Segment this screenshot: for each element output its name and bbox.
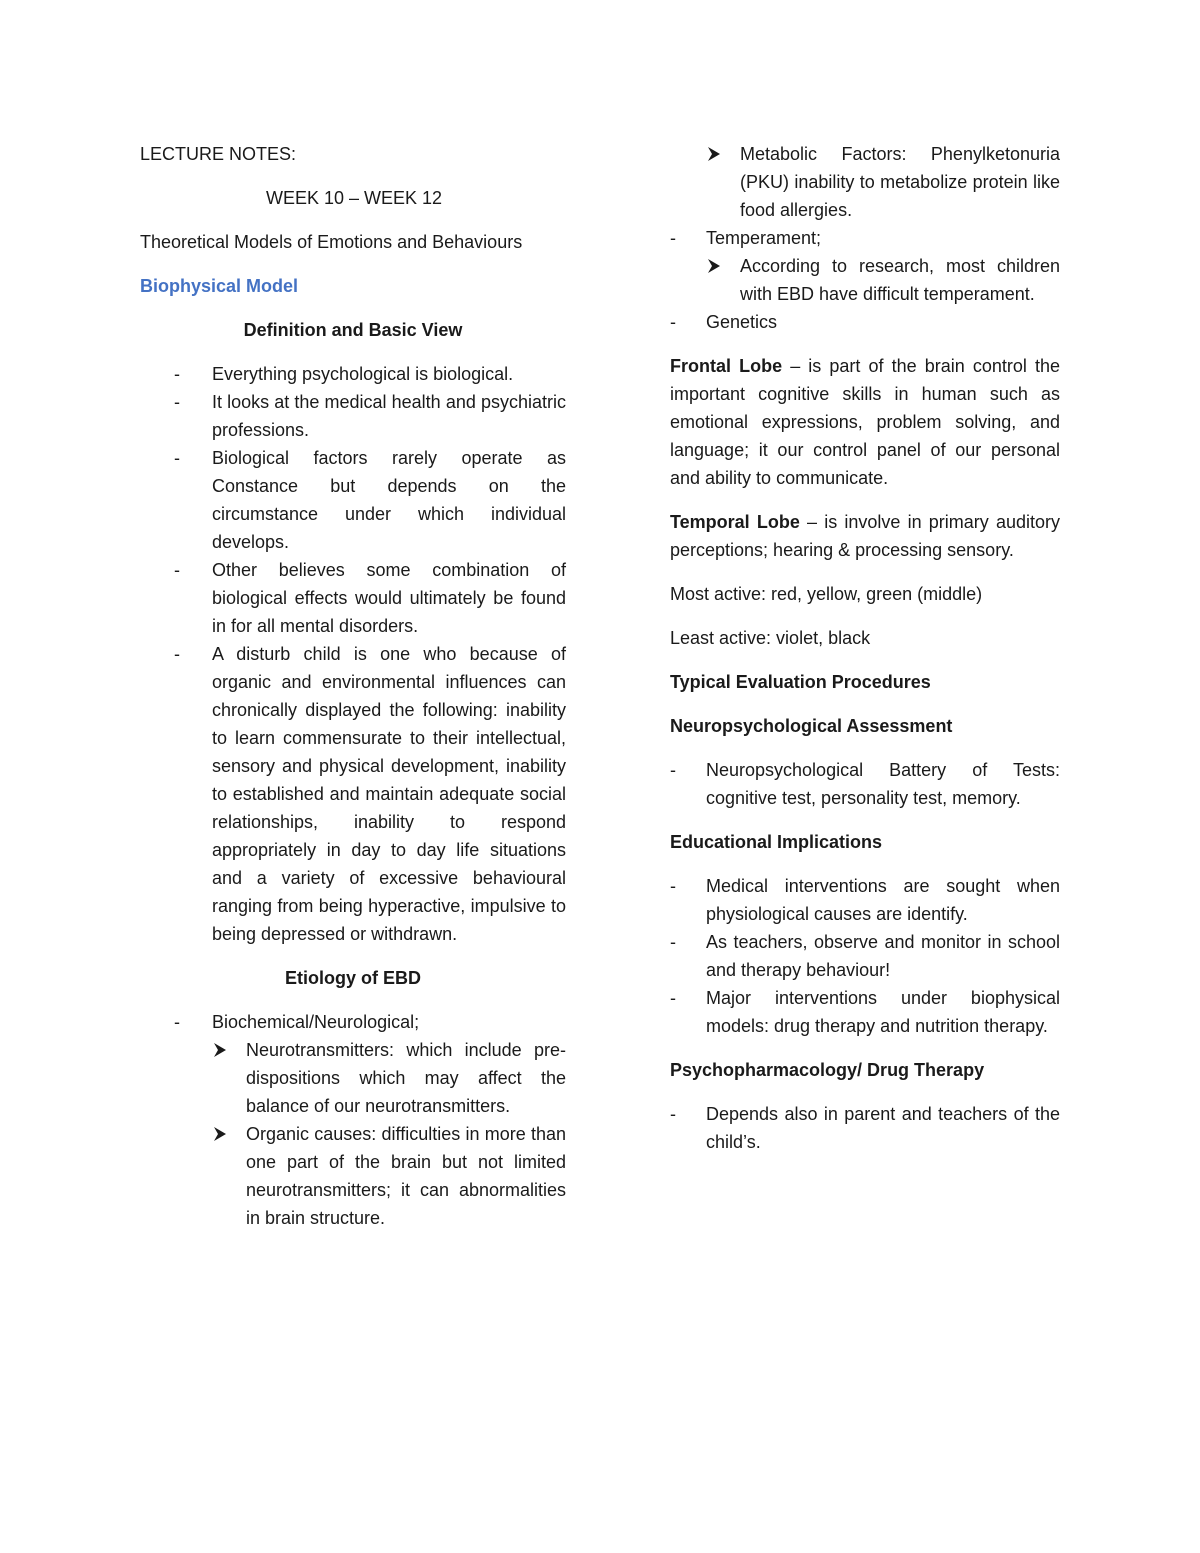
weeks-label: WEEK 10 – WEEK 12 [266,188,443,208]
list-item: - Neuropsychological Battery of Tests: cognitive test, personality test, memory. [670,756,1060,812]
left-column [140,140,566,1232]
etiology-heading: Etiology of EBD [285,968,421,988]
sub-list-item: Neurotransmitters: which include pre-dispositions which may affect the balance of our neurotransmitters. [140,1036,566,1120]
list-item: - Genetics [670,308,1060,336]
sub-list-item: According to research, most children with EBD have difficult temperament. [670,252,1060,308]
neuro-list [670,756,1060,812]
dash-bullet: - [670,876,676,896]
dash-bullet: - [174,364,180,384]
list-item: - Biochemical/Neurological; [140,1008,566,1036]
dash-bullet: - [670,228,676,248]
list-item: - Medical interventions are sought when physiological causes are identify. [670,872,1060,928]
dash-bullet: - [174,448,180,468]
model-heading: Biophysical Model [140,276,299,296]
dash-bullet: - [174,560,180,580]
document-title: LECTURE NOTES: [140,144,297,164]
list-item: - Everything psychological is biological. [140,360,566,388]
list-item: - Other believes some combination of biological effects would ultimately be found in for all mental disorders. [140,556,566,640]
educational-heading: Educational Implications [670,832,883,852]
definition-list [140,360,566,948]
etiology-list [140,1008,566,1232]
dash-bullet: - [174,392,180,412]
frontal-lobe-term: Frontal Lobe [670,356,783,376]
psycho-list [670,1100,1060,1156]
neuro-assessment-heading: Neuropsychological Assessment [670,716,953,736]
dash-bullet: - [670,932,676,952]
dash-bullet: - [670,312,676,332]
sub-list-item: Organic causes: difficulties in more than one part of the brain but not limited neurotransmitters; it can abnormalities in brain structure. [140,1120,566,1232]
arrow-bullet-icon [212,1126,228,1142]
educational-list [670,872,1060,1040]
arrow-bullet-icon [706,258,722,274]
list-item: - Temperament; [670,224,1060,252]
temporal-lobe-term: Temporal Lobe [670,512,800,532]
subtitle: Theoretical Models of Emotions and Behaviours [140,232,523,252]
list-item: - Biological factors rarely operate as Constance but depends on the circumstance under which individual develops. [140,444,566,556]
evaluation-heading: Typical Evaluation Procedures [670,672,931,692]
list-item: - A disturb child is one who because of organic and environmental influences can chronically displayed the following: inability to learn commensurate to their intellectual, sensory and physical development, inability to established and maintain adequate social relationships, inability to respond appropriately in day to day life situations and a variety of excessive behavioural ranging from being hyperactive, impulsive to being depressed or withdrawn. [140,640,566,948]
etiology-continued-list [670,140,1060,336]
least-active-text: Least active: violet, black [670,628,871,648]
arrow-bullet-icon [706,146,722,162]
most-active-text: Most active: red, yellow, green (middle) [670,584,983,604]
list-item: - Depends also in parent and teachers of the child’s. [670,1100,1060,1156]
right-column [670,140,1060,1156]
list-item: - It looks at the medical health and psychiatric professions. [140,388,566,444]
dash-bullet: - [670,988,676,1008]
psychopharmacology-heading: Psychopharmacology/ Drug Therapy [670,1060,985,1080]
arrow-bullet-icon [212,1042,228,1058]
frontal-lobe-paragraph: Frontal Lobe – is part of the brain control the important cognitive skills in human such as emotional expressions, problem solving, and language; it our control panel of our personal and ability to communicate. [670,356,1060,488]
definition-heading: Definition and Basic View [243,320,463,340]
dash-bullet: - [174,1012,180,1032]
dash-bullet: - [174,644,180,664]
sub-list-item: Metabolic Factors: Phenylketonuria (PKU) inability to metabolize protein like food allergies. [670,140,1060,224]
dash-bullet: - [670,1104,676,1124]
temporal-lobe-paragraph: Temporal Lobe – is involve in primary auditory perceptions; hearing & processing sensory. [670,512,1060,560]
dash-bullet: - [670,760,676,780]
list-item: - As teachers, observe and monitor in school and therapy behaviour! [670,928,1060,984]
list-item: - Major interventions under biophysical models: drug therapy and nutrition therapy. [670,984,1060,1040]
